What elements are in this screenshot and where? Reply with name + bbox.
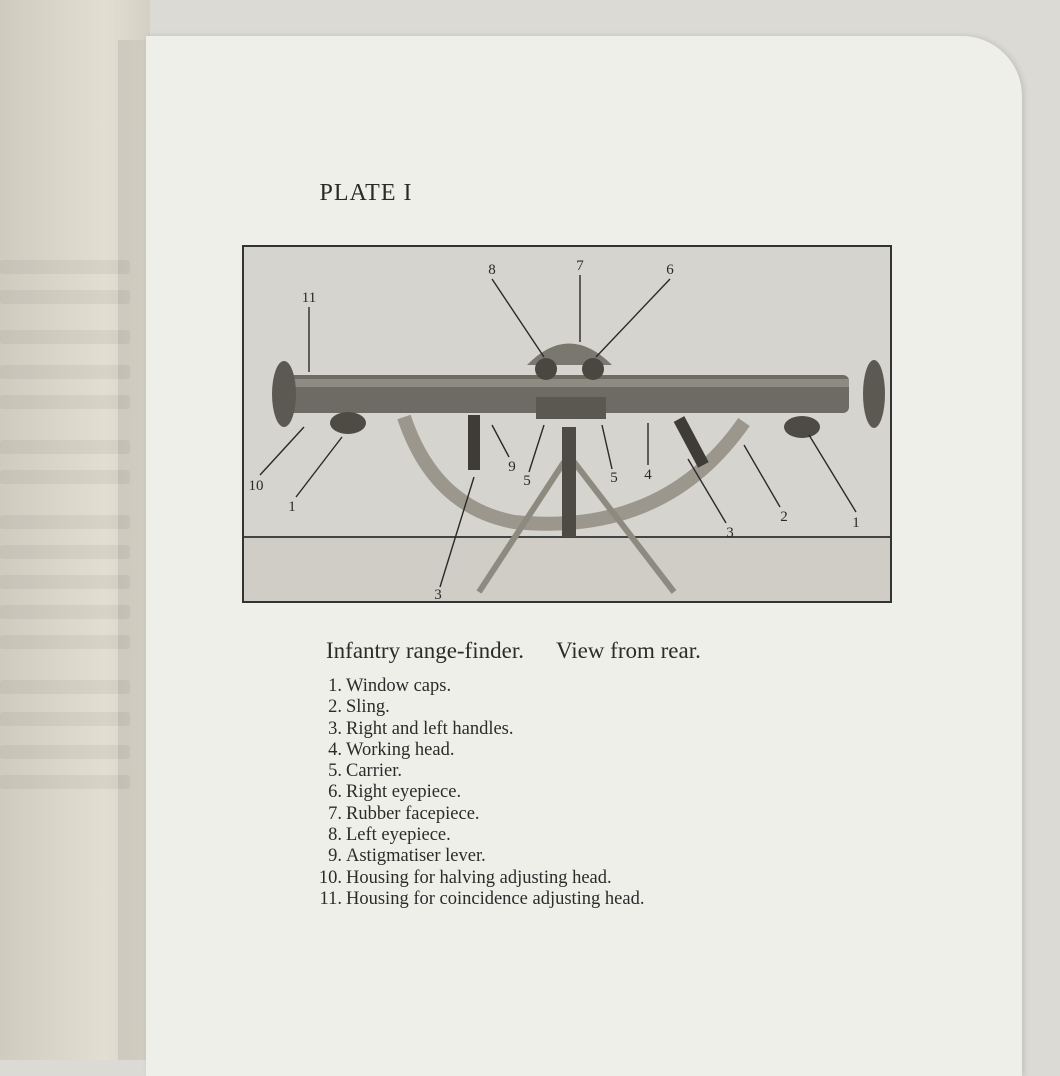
- legend-item: [306, 889, 644, 910]
- legend-item: [306, 804, 644, 825]
- callout-10: 10: [248, 478, 264, 494]
- left-eyepiece: [535, 358, 557, 380]
- legend-text: Window caps.: [346, 676, 452, 696]
- legend-text: Sling.: [346, 697, 390, 718]
- callout-3-bottom: 3: [434, 587, 442, 601]
- legend-number: 7.: [328, 803, 342, 824]
- working-head: [536, 397, 606, 419]
- caption-view: View from rear.: [555, 638, 701, 663]
- legend-number: 5.: [328, 761, 342, 782]
- legend-text: Rubber facepiece.: [346, 803, 480, 824]
- callout-3-right: 3: [726, 525, 734, 541]
- legend-item: [306, 825, 644, 846]
- legend-number: 2.: [328, 697, 342, 718]
- legend-number: 1.: [328, 676, 342, 696]
- legend-item: [306, 740, 644, 761]
- legend-number: 3.: [328, 718, 342, 739]
- legend-number: 11.: [319, 888, 342, 909]
- legend-number: 10.: [318, 867, 342, 888]
- legend-text: Carrier.: [346, 761, 402, 782]
- callout-5-right: 5: [610, 470, 618, 486]
- legend-number: 6.: [328, 782, 342, 803]
- figure-caption: [326, 638, 701, 664]
- legend-text: Right and left handles.: [346, 718, 514, 739]
- caption-subject: Infantry range-finder.: [326, 638, 524, 663]
- callout-9: 9: [508, 459, 516, 475]
- callout-6: 6: [666, 262, 674, 278]
- window-cap-left: [272, 361, 296, 427]
- callout-1-left: 1: [288, 499, 296, 515]
- hanging-cap-right: [784, 416, 820, 438]
- legend-text: Right eyepiece.: [346, 782, 462, 803]
- callout-1-right: 1: [852, 515, 860, 531]
- rangefinder-figure: [242, 245, 892, 603]
- legend-item: [306, 719, 644, 740]
- legend-text: Housing for coincidence adjusting head.: [346, 888, 645, 909]
- callout-7: 7: [576, 258, 584, 274]
- legend-item: [306, 868, 644, 889]
- parts-legend: [306, 676, 644, 910]
- table-surface: [244, 538, 890, 601]
- legend-number: 9.: [328, 846, 342, 867]
- legend-item: [306, 676, 644, 697]
- callout-5-left: 5: [523, 473, 531, 489]
- legend-text: Working head.: [346, 739, 455, 760]
- plate-title: PLATE I: [319, 180, 413, 206]
- legend-text: Astigmatiser lever.: [346, 846, 486, 867]
- callout-2: 2: [780, 509, 788, 525]
- tube-highlight: [289, 379, 849, 387]
- legend-number: 8.: [328, 825, 342, 846]
- legend-text: Left eyepiece.: [346, 825, 451, 846]
- right-handle: [674, 416, 709, 468]
- callout-8: 8: [488, 262, 496, 278]
- window-cap-right: [863, 360, 885, 428]
- legend-item: [306, 846, 644, 867]
- tripod-post: [562, 427, 576, 537]
- hanging-cap-left: [330, 412, 366, 434]
- legend-item: [306, 761, 644, 782]
- callout-11: 11: [301, 290, 317, 306]
- legend-item: [306, 782, 644, 803]
- rangefinder-illustration: [244, 247, 890, 601]
- legend-number: 4.: [328, 739, 342, 760]
- right-eyepiece: [582, 358, 604, 380]
- callout-4: 4: [644, 467, 652, 483]
- legend-item: [306, 697, 644, 718]
- left-handle: [468, 415, 480, 470]
- legend-text: Housing for halving adjusting head.: [346, 867, 612, 888]
